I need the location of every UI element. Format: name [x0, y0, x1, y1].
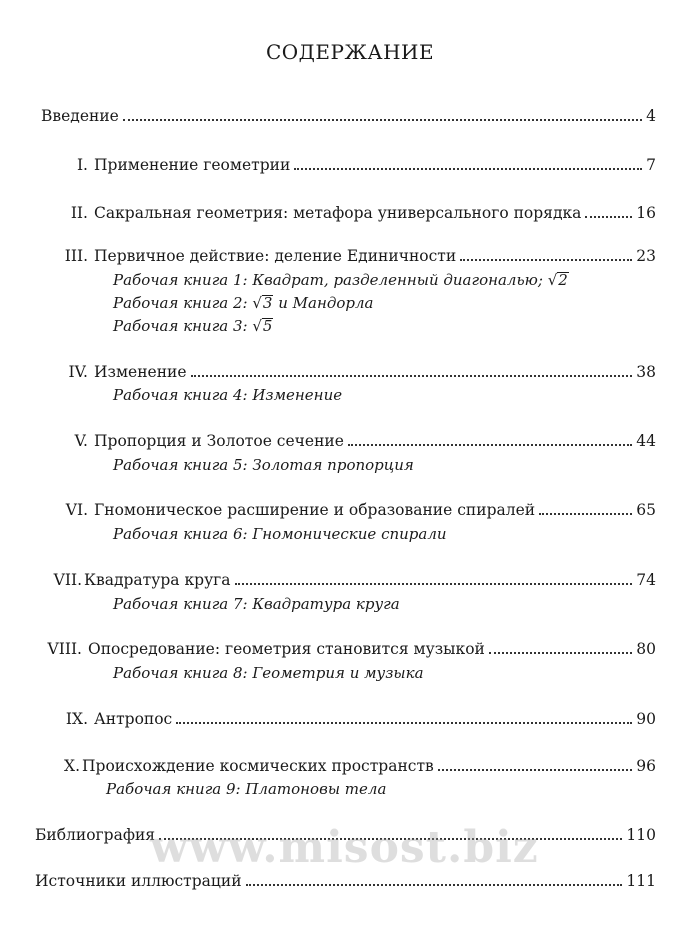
- workbook-entry-6[interactable]: [113, 524, 447, 544]
- toc-page-number: 38: [636, 363, 656, 381]
- toc-page-number: 44: [636, 432, 656, 450]
- toc-page-number: 74: [636, 571, 656, 589]
- toc-entry-text: Пропорция и Золотое сечение: [94, 432, 344, 450]
- dot-leader: [235, 582, 633, 585]
- toc-entry-text: Библиография: [35, 826, 156, 844]
- toc-entry-chapter-8[interactable]: [30, 639, 656, 659]
- toc-page-number: 80: [636, 640, 656, 658]
- dot-leader: [460, 258, 632, 261]
- chapter-number: VI.: [65, 501, 88, 519]
- toc-entry-chapter-5[interactable]: [50, 431, 656, 451]
- toc-entry-chapter-7[interactable]: [38, 570, 656, 590]
- workbook-entry-2[interactable]: Рабочая книга 2: √3 и Мандорла: [113, 294, 374, 312]
- toc-page-number: 7: [646, 156, 656, 174]
- toc-page-number: 110: [626, 826, 656, 844]
- workbook-entry-5[interactable]: [113, 455, 414, 475]
- toc-entry-text: Источники иллюстраций: [35, 872, 242, 890]
- watermark-text: www.misost.biz: [150, 822, 539, 873]
- chapter-number: VIII.: [47, 640, 82, 658]
- sqrt-radicand: 5: [262, 317, 273, 335]
- chapter-number: X.: [64, 757, 80, 775]
- toc-entry-chapter-10[interactable]: [42, 756, 656, 776]
- chapter-number: II.: [70, 204, 88, 222]
- toc-entry-text: Происхождение космических пространств: [82, 757, 434, 775]
- dot-leader: [123, 118, 642, 121]
- workbook-entry-9[interactable]: [106, 779, 386, 799]
- dot-leader: [176, 721, 632, 724]
- toc-entry-text: Применение геометрии: [94, 156, 291, 174]
- workbook-text: Рабочая книга 3:: [113, 317, 253, 335]
- dot-leader: [539, 512, 632, 515]
- toc-page-number: 111: [626, 872, 656, 890]
- toc-entry-illustration-sources[interactable]: [35, 871, 656, 891]
- toc-entry-text: Квадратура круга: [84, 571, 231, 589]
- toc-entry-text: Введение: [41, 107, 119, 125]
- workbook-text-after: и Мандорла: [273, 294, 374, 312]
- toc-page-number: 96: [636, 757, 656, 775]
- dot-leader: [489, 651, 632, 654]
- workbook-text: Рабочая книга 7: Квадратура круга: [113, 595, 400, 613]
- toc-page-number: 65: [636, 501, 656, 519]
- workbook-entry-1[interactable]: Рабочая книга 1: Квадрат, разделенный диагональю; √2: [113, 271, 568, 289]
- workbook-text: Рабочая книга 2:: [113, 294, 253, 312]
- toc-entry-chapter-4[interactable]: [48, 362, 656, 382]
- toc-entry-chapter-1[interactable]: [58, 155, 656, 175]
- workbook-text: Рабочая книга 5: Золотая пропорция: [113, 456, 414, 474]
- toc-page-number: 23: [636, 247, 656, 265]
- toc-page-number: 16: [636, 204, 656, 222]
- chapter-number: IV.: [68, 363, 88, 381]
- workbook-text: Рабочая книга 4: Изменение: [113, 386, 343, 404]
- chapter-number: I.: [76, 156, 88, 174]
- chapter-number: IX.: [65, 710, 88, 728]
- workbook-entry-4[interactable]: [113, 385, 342, 405]
- toc-entry-text: Опосредование: геометрия становится музыкой: [88, 640, 485, 658]
- toc-page-number: 90: [636, 710, 656, 728]
- toc-entry-chapter-9[interactable]: [42, 709, 656, 729]
- workbook-text: Рабочая книга 8: Геометрия и музыка: [113, 664, 424, 682]
- toc-entry-text: Гномоническое расширение и образование спиралей: [94, 501, 536, 519]
- toc-entry-text: Первичное действие: деление Единичности: [94, 247, 457, 265]
- chapter-number: V.: [74, 432, 88, 450]
- workbook-text: Рабочая книга 6: Гномонические спирали: [113, 525, 447, 543]
- toc-entry-text: Антропос: [94, 710, 173, 728]
- dot-leader: [438, 768, 632, 771]
- workbook-entry-3[interactable]: Рабочая книга 3: √5: [113, 317, 273, 335]
- sqrt-radicand: 2: [558, 271, 568, 289]
- chapter-number: VII.: [53, 571, 82, 589]
- chapter-number: III.: [64, 247, 88, 265]
- page-title: СОДЕРЖАНИЕ: [265, 40, 435, 64]
- dot-leader: [191, 374, 633, 377]
- toc-entry-chapter-3[interactable]: [50, 246, 656, 266]
- toc-entry-text: Изменение: [94, 363, 187, 381]
- dot-leader: [348, 443, 632, 446]
- dot-leader: [246, 883, 623, 886]
- workbook-entry-8[interactable]: [113, 663, 424, 683]
- sqrt-radicand: 3: [262, 294, 273, 312]
- dot-leader: [585, 215, 632, 218]
- dot-leader: [294, 167, 642, 170]
- toc-entry-introduction[interactable]: [41, 106, 656, 126]
- toc-entry-text: Сакральная геометрия: метафора универсального порядка: [94, 204, 582, 222]
- workbook-text: Рабочая книга 9: Платоновы тела: [106, 780, 387, 798]
- toc-page-number: 4: [646, 107, 656, 125]
- toc-entry-chapter-2[interactable]: [58, 203, 656, 223]
- workbook-entry-7[interactable]: [113, 594, 400, 614]
- workbook-text: Рабочая книга 1: Квадрат, разделенный диагональю;: [113, 271, 548, 289]
- toc-entry-chapter-6[interactable]: [42, 500, 656, 520]
